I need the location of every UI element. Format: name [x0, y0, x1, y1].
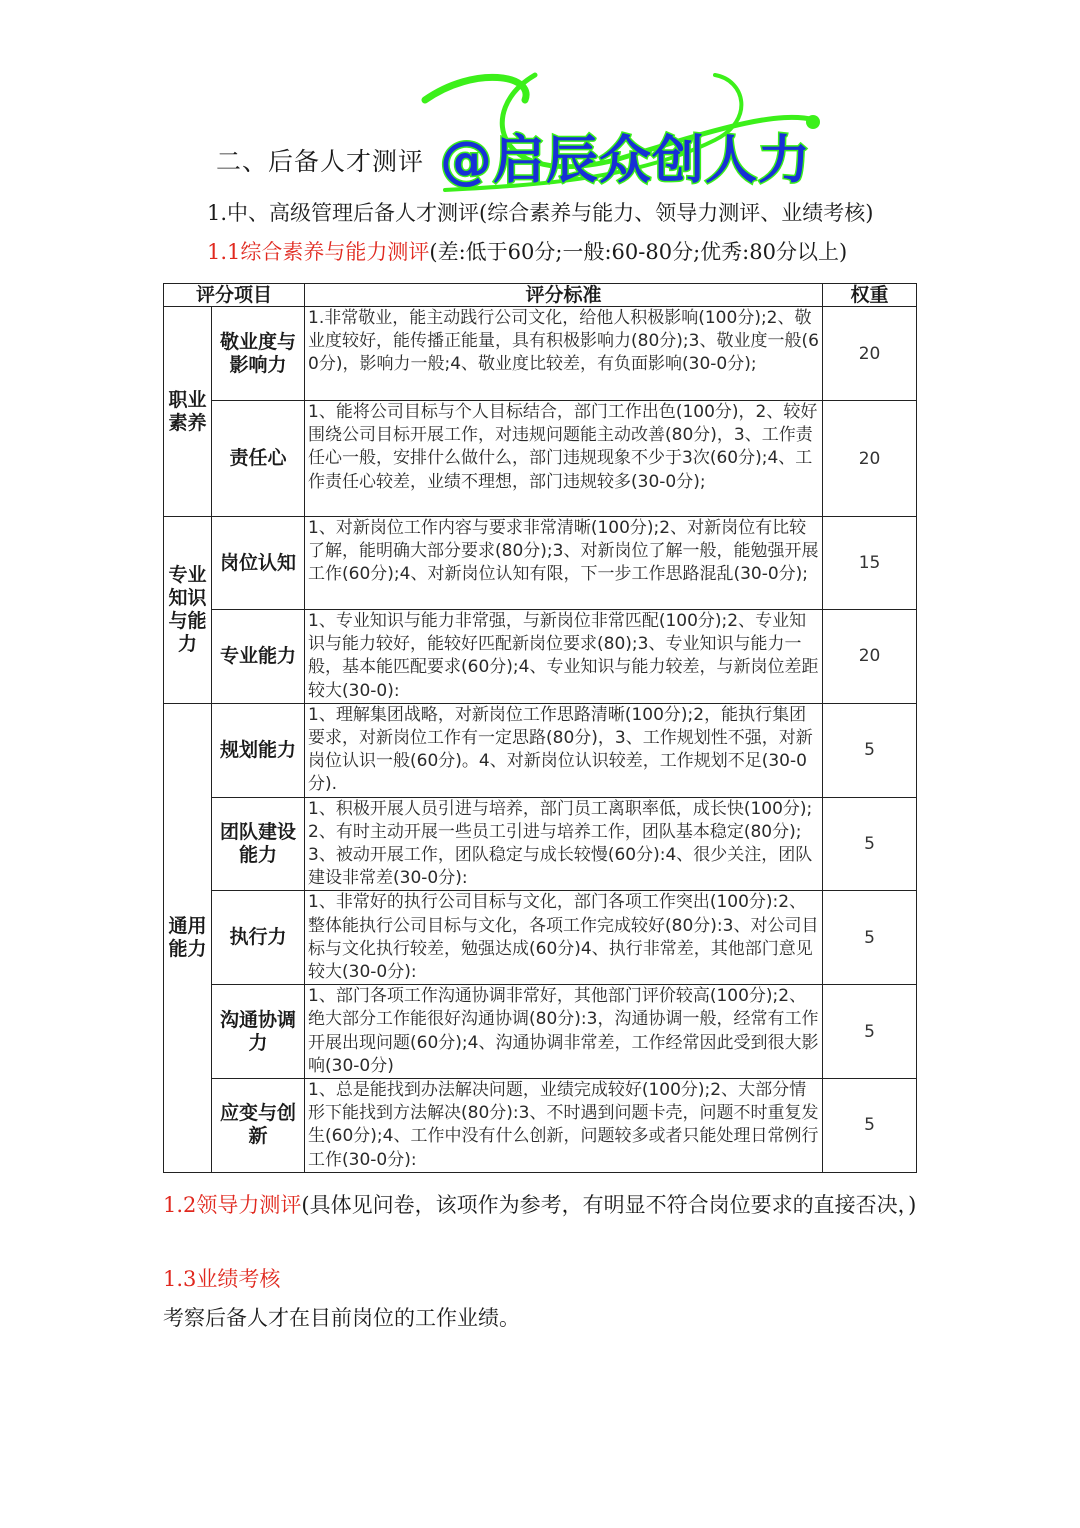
standard-cell: 1、能将公司目标与个人目标结合，部门工作出色(100分)，2、较好围绕公司目标开展工作，对违规问题能主动改善(80分)，3、工作责任心一般，安排什么做什么，部门违规现象不少于3次(60分);4、工作责任心较差，业绩不理想，部门违规较多(30-0分); — [305, 401, 823, 517]
header-standard: 评分标准 — [305, 284, 823, 307]
table-row — [164, 891, 917, 985]
table-row — [164, 517, 917, 610]
heading-1-1 — [207, 236, 847, 266]
standard-cell: 1、专业知识与能力非常强，与新岗位非常匹配(100分);2、专业知识与能力较好，能较好匹配新岗位要求(80);3、专业知识与能力一般，基本能匹配要求(60分);4、专业知识与能力较差，与新岗位差距较大(30-0): — [305, 610, 823, 704]
item-cell: 沟通协调力 — [212, 985, 305, 1079]
conclusion-text: 考察后备人才在目前岗位的工作业绩。 — [163, 1306, 520, 1330]
watermark-text: @启辰众创人力 — [440, 131, 812, 191]
table-row — [164, 1079, 917, 1173]
weight-cell: 20 — [823, 307, 917, 401]
subtitle: 1.中、高级管理后备人才测评(综合素养与能力、领导力测评、业绩考核) — [207, 201, 874, 225]
heading-1-1-label: 1.1综合素养与能力测评 — [207, 240, 430, 264]
category-cell: 专业知识与能力 — [164, 517, 212, 704]
standard-cell: 1、理解集团战略，对新岗位工作思路清晰(100分);2，能执行集团要求，对新岗位工作有一定思路(80分)，3、工作规划性不强，对新岗位认识一般(60分)。4、对新岗位认识较差，工作规划不足(30-0分). — [305, 703, 823, 797]
table-row — [164, 703, 917, 797]
standard-cell: 1.非常敬业，能主动践行公司文化，给他人积极影响(100分);2、敬业度较好，能传播正能量，具有积极影响力(80分);3、敬业度一般(60分)，影响力一般;4、敬业度比较差，有负面影响(30-0分); — [305, 307, 823, 401]
heading-1-2-label: 1.2领导力测评 — [163, 1193, 302, 1217]
table-row — [164, 610, 917, 704]
header-item: 评分项目 — [164, 284, 305, 307]
standard-cell: 1、总是能找到办法解决问题，业绩完成较好(100分);2、大部分情形下能找到方法解决(80分):3、不时遇到问题卡壳，问题不时重复发生(60分);4、工作中没有什么创新，问题较多或者只能处理日常例行工作(30-0分): — [305, 1079, 823, 1173]
heading-1-1-note: (差:低于60分;一般:60-80分;优秀:80分以上) — [429, 240, 848, 264]
item-cell: 执行力 — [212, 891, 305, 985]
item-cell: 团队建设能力 — [212, 797, 305, 891]
item-cell: 敬业度与影响力 — [212, 307, 305, 401]
item-cell: 专业能力 — [212, 610, 305, 704]
heading-1-3: 1.3业绩考核 — [163, 1267, 281, 1291]
category-cell: 职业素养 — [164, 307, 212, 517]
item-cell: 责任心 — [212, 401, 305, 517]
table-row — [164, 401, 917, 517]
standard-cell: 1、部门各项工作沟通协调非常好，其他部门评价较高(100分);2、绝大部分工作能很好沟通协调(80分):3，沟通协调一般，经常有工作开展出现问题(60分);4、沟通协调非常差，工作经常因此受到很大影响(30-0分) — [305, 985, 823, 1079]
heading-1-2 — [163, 1188, 923, 1223]
section-title: 二、后备人才测评 — [216, 147, 425, 176]
weight-cell: 5 — [823, 985, 917, 1079]
item-cell: 应变与创新 — [212, 1079, 305, 1173]
weight-cell: 5 — [823, 703, 917, 797]
weight-cell: 15 — [823, 517, 917, 610]
weight-cell: 5 — [823, 797, 917, 891]
weight-cell: 5 — [823, 891, 917, 985]
header-weight: 权重 — [823, 284, 917, 307]
category-cell: 通用能力 — [164, 703, 212, 1172]
standard-cell: 1、对新岗位工作内容与要求非常清晰(100分);2、对新岗位有比较了解，能明确大部分要求(80分);3、对新岗位了解一般，能勉强开展工作(60分);4、对新岗位认知有限，下一步工作思路混乱(30-0分); — [305, 517, 823, 610]
weight-cell: 20 — [823, 610, 917, 704]
weight-cell: 20 — [823, 401, 917, 517]
item-cell: 岗位认知 — [212, 517, 305, 610]
standard-cell: 1、积极开展人员引进与培养，部门员工离职率低，成长快(100分);2、有时主动开展一些员工引进与培养工作，团队基本稳定(80分);3、被动开展工作，团队稳定与成长较慢(60分):4、很少关注，团队建设非常差(30-0分): — [305, 797, 823, 891]
weight-cell: 5 — [823, 1079, 917, 1173]
evaluation-table — [163, 283, 917, 1173]
heading-1-2-note: (具体见问卷，该项作为参考，有明显不符合岗位要求的直接否决，) — [301, 1193, 917, 1217]
table-row — [164, 307, 917, 401]
table-header-row — [164, 284, 917, 307]
item-cell: 规划能力 — [212, 703, 305, 797]
table-row — [164, 797, 917, 891]
table-row — [164, 985, 917, 1079]
standard-cell: 1、非常好的执行公司目标与文化，部门各项工作突出(100分):2、整体能执行公司目标与文化，各项工作完成较好(80分):3、对公司目标与文化执行较差，勉强达成(60分)4、执行非常差，其他部门意见较大(30-0分): — [305, 891, 823, 985]
